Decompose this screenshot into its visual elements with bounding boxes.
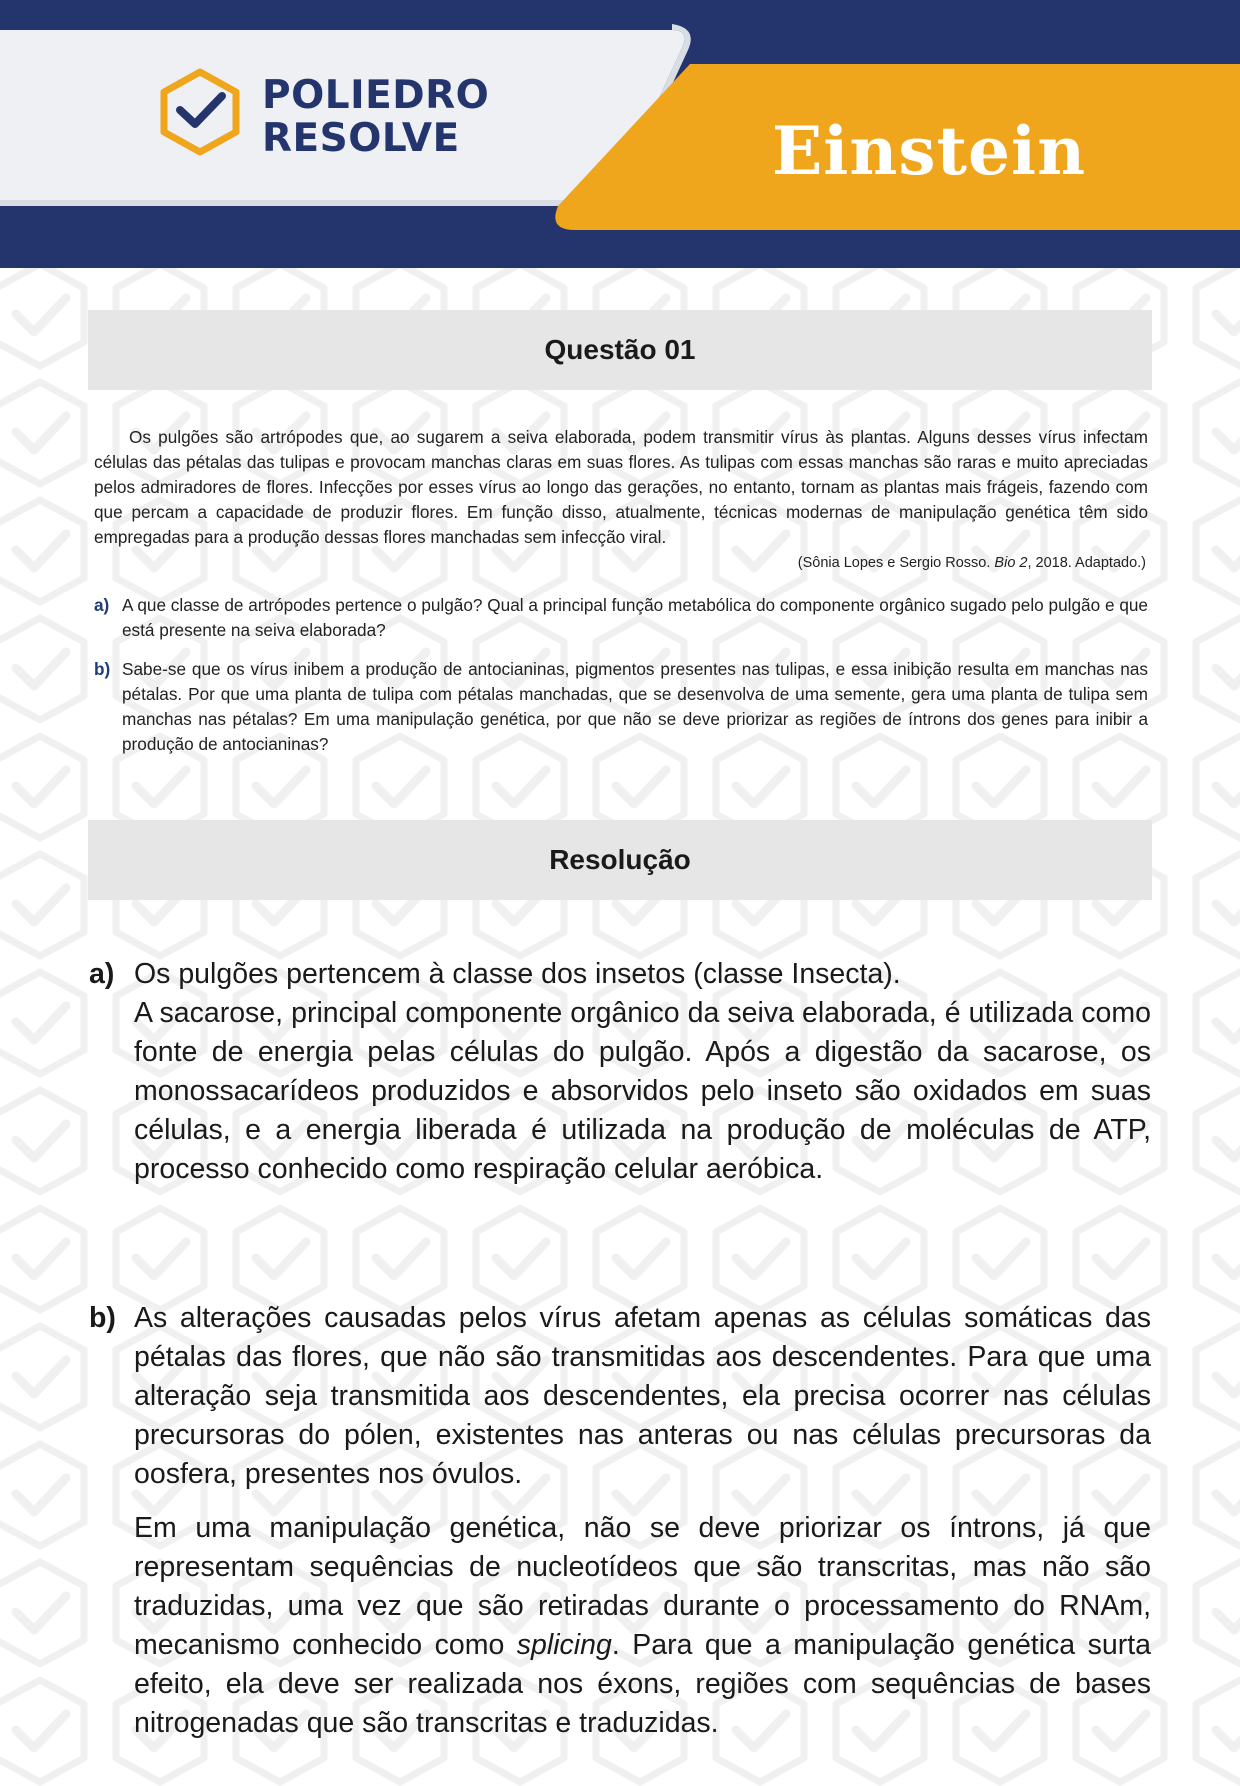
source-title: Bio 2 bbox=[994, 555, 1028, 571]
question-item-a bbox=[94, 593, 1148, 643]
answer-a-paragraph-1: Os pulgões pertencem à classe dos insetos (classe Insecta). bbox=[134, 958, 901, 990]
paragraph-text: Em uma manipulação genética, não se deve priorizar os íntrons, já que representam sequências de nucleotídeos que são transcritas, mas não são traduzidas, uma vez que são retiradas durante o processamento do RNAm, mecanismo conhecido como bbox=[134, 1512, 1151, 1661]
answer-a bbox=[89, 955, 1151, 1189]
item-label: a) bbox=[94, 595, 110, 615]
answer-a-paragraph-2: A sacarose, principal componente orgânico da seiva elaborada, é utilizada como fonte de energia pelas células do pulgão. Após a digestão da sacarose, os monossacarídeos produzidos e absorvidos pelo inseto são oxidados em suas células, e a energia liberada é utilizada na produção de moléculas de ATP, processo conhecido como respiração celular aeróbica. bbox=[134, 997, 1151, 1185]
question-intro: Os pulgões são artrópodes que, ao sugarem a seiva elaborada, podem transmitir vírus às plantas. Alguns desses vírus infectam células das pétalas das tulipas e provocam manchas claras em suas flores. As tulipas com essas manchas são raras e muito apreciadas pelos admiradores de flores. Infecções por esses vírus ao longo das gerações, no entanto, tornam as plantas mais frágeis, fazendo com que percam a capacidade de produzir flores. Em função disso, atualmente, técnicas modernas de manipulação genética têm sido empregadas para a produção dessas flores manchadas sem infecção viral. bbox=[94, 427, 1148, 547]
answer-label: a) bbox=[89, 958, 115, 990]
brand-logo-text bbox=[262, 74, 489, 160]
source-suffix: , 2018. Adaptado.) bbox=[1027, 555, 1146, 571]
paragraph-text: . Para que a manipulação genética surta efeito, ela deve ser realizada nos éxons, regiões com sequências de bases nitrogenadas que são transcritas e traduzidas. bbox=[134, 1629, 1151, 1739]
question-source bbox=[798, 555, 1146, 571]
answer-b bbox=[89, 1299, 1151, 1743]
item-text: A que classe de artrópodes pertence o pulgão? Qual a principal função metabólica do componente orgânico sugado pelo pulgão e que está presente na seiva elaborada? bbox=[122, 595, 1148, 640]
item-text: Sabe-se que os vírus inibem a produção de antocianinas, pigmentos presentes nas tulipas, e essa inibição resulta em manchas nas pétalas. Por que uma planta de tulipa com pétalas manchadas, que se desenvolva de uma semente, gera uma planta de tulipa sem manchas nas pétalas? Em uma manipulação genética, por que não se deve priorizar as regiões de íntrons dos genes para inibir a produção de antocianinas? bbox=[122, 659, 1148, 754]
exam-title: Einstein bbox=[772, 112, 1087, 190]
brand-line-2: RESOLVE bbox=[262, 116, 460, 161]
answer-b-paragraph-1: As alterações causadas pelos vírus afetam apenas as células somáticas das pétalas das flores, que não são transmitidas aos descendentes. Para que uma alteração seja transmitida aos descendentes, ela precisa ocorrer nas células precursoras do pólen, existentes nas anteras ou nas células precursoras da oosfera, presentes nos óvulos. bbox=[134, 1302, 1151, 1490]
answer-b-paragraph-2 bbox=[134, 1509, 1151, 1743]
source-prefix: (Sônia Lopes e Sergio Rosso. bbox=[797, 555, 995, 571]
question-item-b bbox=[94, 657, 1148, 757]
resolution-title: Resolução bbox=[88, 820, 1152, 900]
answer-label: b) bbox=[89, 1302, 116, 1334]
question-title: Questão 01 bbox=[88, 310, 1152, 390]
brand-line-1: POLIEDRO bbox=[262, 73, 490, 118]
item-label: b) bbox=[94, 659, 111, 679]
splicing-term: splicing bbox=[516, 1629, 612, 1661]
